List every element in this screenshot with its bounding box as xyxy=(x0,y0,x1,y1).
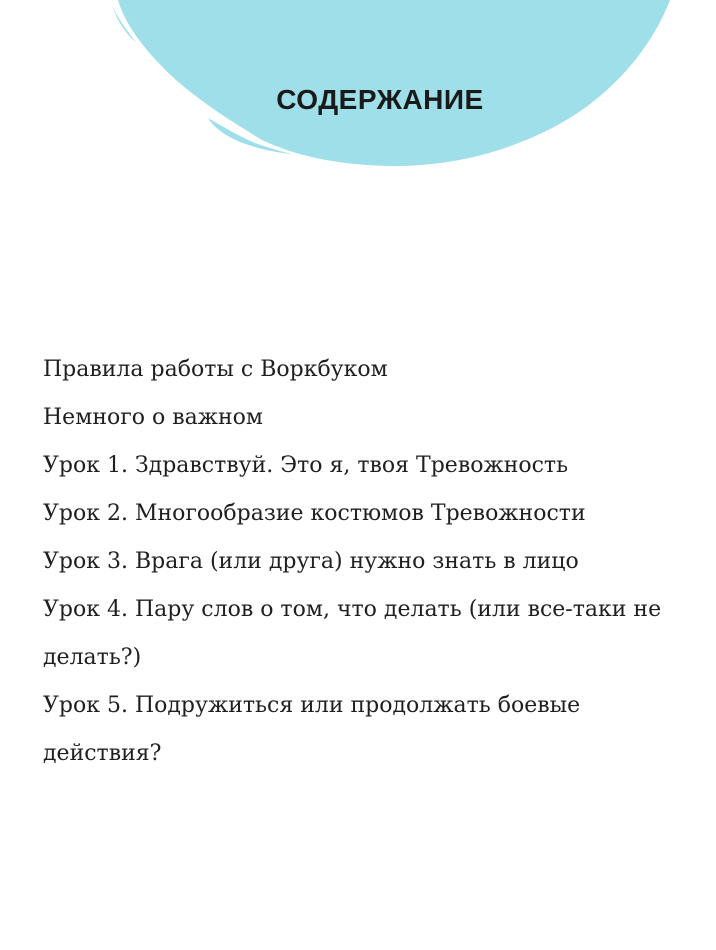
toc-item-text: Урок 1. Здравствуй. Это я, твоя Тревожность xyxy=(43,453,569,478)
toc-item-text: Урок 5. Подружиться или продолжать боевые действия? xyxy=(43,693,581,766)
toc-item[interactable] xyxy=(43,490,663,538)
toc-item-text: Немного о важном xyxy=(43,405,263,430)
toc-item-text: Урок 4. Пару слов о том, что делать (или все-таки не делать?) xyxy=(43,597,662,670)
toc-item[interactable] xyxy=(43,682,663,778)
toc-item[interactable] xyxy=(43,586,663,682)
toc-item-text: Урок 3. Врага (или друга) нужно знать в лицо xyxy=(43,549,579,574)
page-title: СОДЕРЖАНИЕ xyxy=(276,84,484,115)
brush-circle-shape xyxy=(118,0,670,166)
toc-item[interactable] xyxy=(43,538,663,586)
toc-item[interactable] xyxy=(43,394,663,442)
toc-item[interactable] xyxy=(43,346,663,394)
toc-item-text: Правила работы с Воркбуком xyxy=(43,357,388,382)
toc-item[interactable] xyxy=(43,442,663,490)
toc-item-text: Урок 2. Многообразие костюмов Тревожности xyxy=(43,501,586,526)
table-of-contents xyxy=(43,346,663,778)
